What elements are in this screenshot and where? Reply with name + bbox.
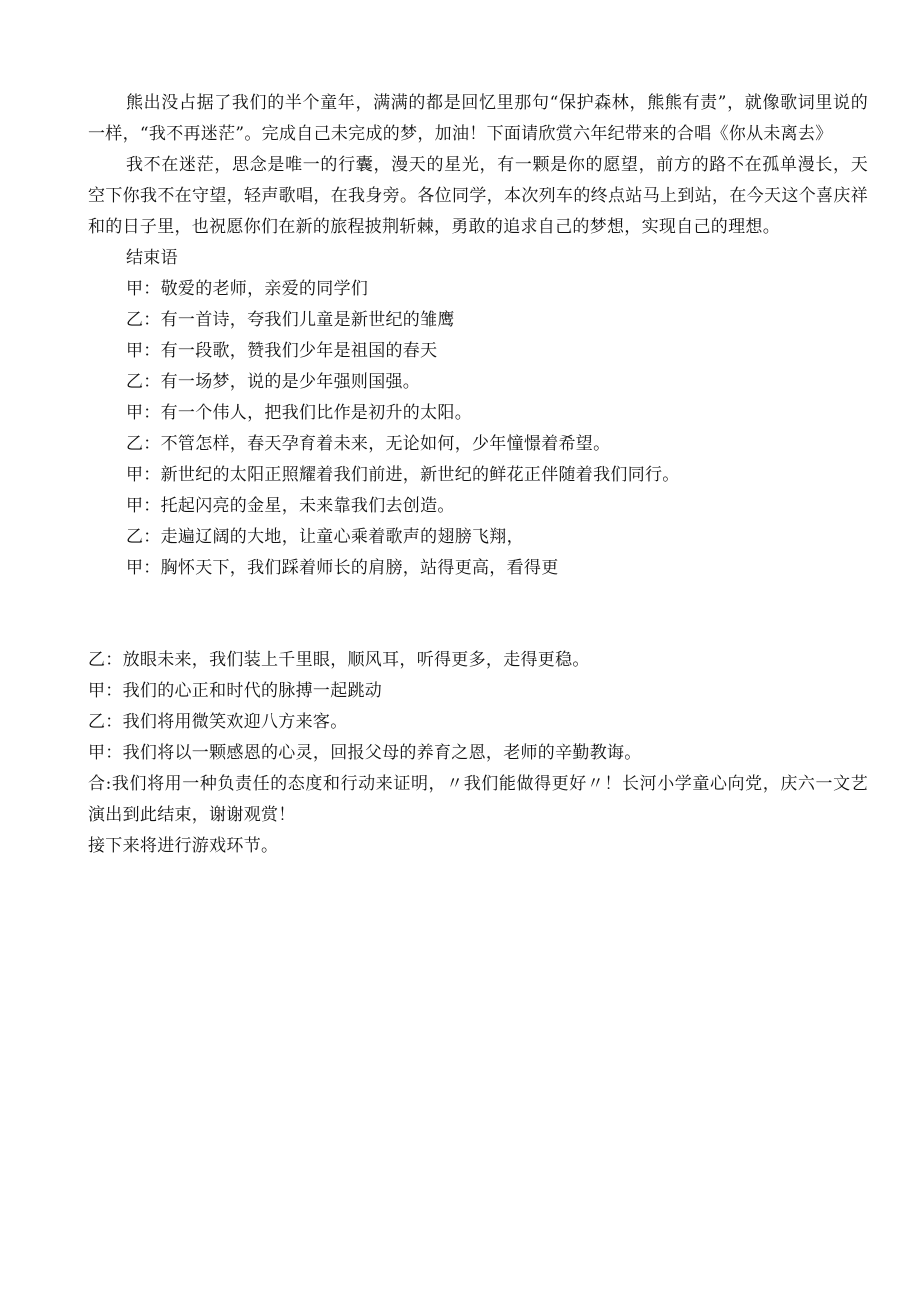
- dialogue-line: 甲：托起闪亮的金星，未来靠我们去创造。: [126, 496, 455, 516]
- dialogue-line: 乙：有一场梦，说的是少年强则国强。: [126, 372, 421, 392]
- dialogue-line: 乙：有一首诗，夸我们儿童是新世纪的雏鹰: [126, 310, 455, 330]
- paragraph-song-lyrics: 我不在迷茫，思念是唯一的行囊，漫天的星光，有一颗是你的愿望，前方的路不在孤单漫长，天空下你我不在守望，轻声歌唱，在我身旁。各位同学，本次列车的终点站马上到站，在今天这个喜庆祥和的日子里，也祝愿你们在新的旅程披荆斩棘，勇敢的追求自己的梦想，实现自己的理想。: [88, 155, 868, 237]
- paragraph-intro: 熊出没占据了我们的半个童年，满满的都是回忆里那句“保护森林，熊熊有责”，就像歌词里说的一样，“我不再迷茫”。完成自己未完成的梦，加油！下面请欣赏六年纪带来的合唱《你从未离去》: [88, 93, 868, 144]
- document-body-flush: [88, 645, 868, 862]
- dialogue-line: 甲：敬爱的老师，亲爱的同学们: [126, 279, 369, 299]
- dialogue-line: 甲：有一段歌，赞我们少年是祖国的春天: [126, 341, 438, 361]
- section-title: 结束语: [126, 248, 178, 268]
- closing-paragraph: 合:我们将用一种负责任的态度和行动来证明，〃我们能做得更好〃！长河小学童心向党，庆六一文艺演出到此结束，谢谢观赏！: [88, 774, 868, 825]
- dialogue-line: 甲：胸怀天下，我们踩着师长的肩膀，站得更高，看得更: [126, 558, 559, 578]
- dialogue-line: 乙：不管怎样，春天孕育着未来，无论如何，少年憧憬着希望。: [126, 434, 611, 454]
- dialogue-line: 乙：放眼未来，我们装上千里眼，顺风耳，听得更多，走得更稳。: [88, 650, 590, 670]
- final-line: 接下来将进行游戏环节。: [88, 836, 279, 856]
- dialogue-line: 甲：新世纪的太阳正照耀着我们前进，新世纪的鲜花正伴随着我们同行。: [126, 465, 680, 485]
- dialogue-line: 乙：我们将用微笑欢迎八方来客。: [88, 712, 348, 732]
- dialogue-line: 甲：我们将以一颗感恩的心灵，回报父母的养育之恩，老师的辛勤教诲。: [88, 743, 642, 763]
- document-body: [88, 88, 868, 584]
- dialogue-line: 甲：有一个伟人，把我们比作是初升的太阳。: [126, 403, 472, 423]
- dialogue-line: 甲：我们的心正和时代的脉搏一起跳动: [88, 681, 383, 701]
- dialogue-line: 乙：走遍辽阔的大地，让童心乘着歌声的翅膀飞翔，: [126, 527, 524, 547]
